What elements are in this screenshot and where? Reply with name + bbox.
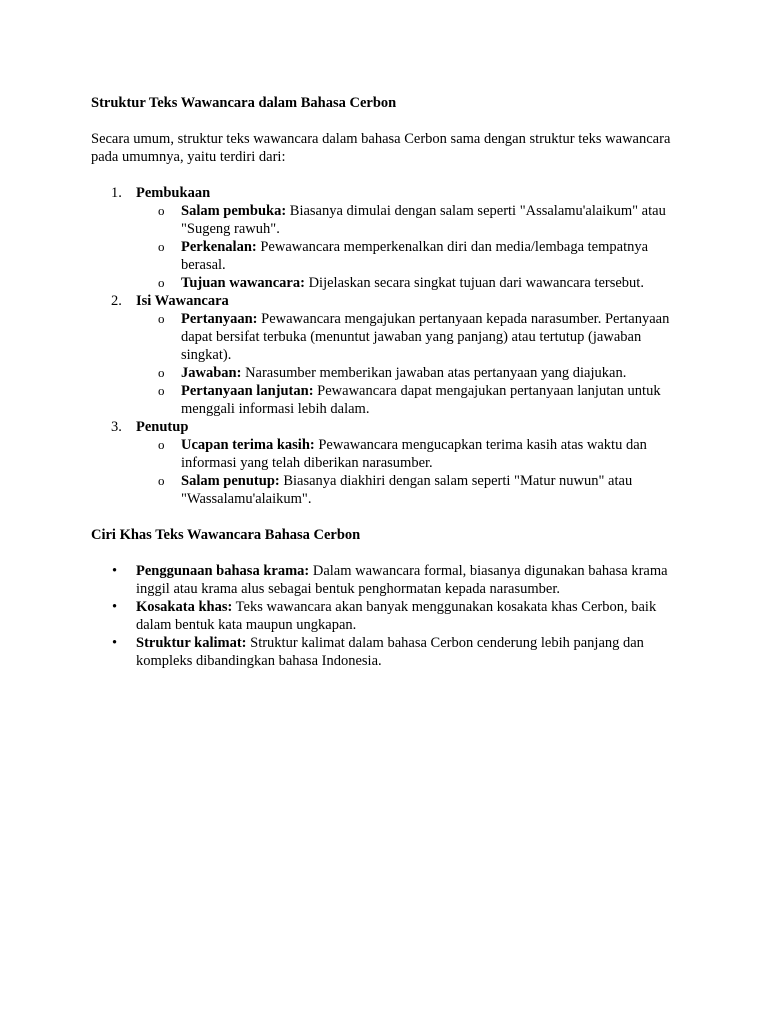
list-item: [91, 634, 691, 670]
sub-list: [136, 310, 691, 418]
circle-bullet: o: [158, 383, 165, 398]
item-text: Dalam wawancara formal, biasanya digunakan bahasa krama inggil atau krama alus sebagai bentuk penghormatan kepada narasumber.: [136, 563, 668, 597]
item-term: Struktur kalimat:: [136, 635, 247, 651]
item-term: Salam penutup:: [181, 473, 280, 489]
circle-bullet: o: [158, 437, 165, 452]
item-term: Tujuan wawancara:: [181, 275, 305, 291]
item-text: Narasumber memberikan jawaban atas pertanyaan yang diajukan.: [241, 365, 627, 381]
circle-bullet: o: [158, 311, 165, 326]
list-item: [136, 310, 691, 364]
section-heading: Isi Wawancara: [136, 293, 229, 309]
item-text: Dijelaskan secara singkat tujuan dari wawancara tersebut.: [304, 275, 644, 291]
item-term: Pertanyaan:: [181, 311, 258, 327]
list-item: [136, 472, 691, 508]
section-pembukaan: [91, 184, 691, 292]
section-heading: Penutup: [136, 419, 189, 435]
features-list: [91, 562, 691, 670]
circle-bullet: o: [158, 473, 165, 488]
list-item: [136, 238, 691, 274]
section-number: 1.: [111, 185, 122, 201]
item-text: Biasanya dimulai dengan salam seperti "Assalamu'alaikum" atau "Sugeng rawuh".: [181, 203, 666, 237]
section-isi-wawancara: [91, 292, 691, 418]
item-term: Jawaban:: [181, 365, 242, 381]
item-term: Pertanyaan lanjutan:: [181, 383, 314, 399]
item-text: Biasanya diakhiri dengan salam seperti "Matur nuwun" atau "Wassalamu'alaikum".: [181, 473, 633, 507]
item-text: Pewawancara mengajukan pertanyaan kepada narasumber. Pertanyaan dapat bersifat terbuka (menuntut jawaban yang panjang) atau tertutup (jawaban singkat).: [181, 311, 670, 363]
structure-list: [91, 184, 691, 508]
list-item: [136, 274, 691, 292]
sub-list: [136, 202, 691, 292]
item-text: Pewawancara memperkenalkan diri dan media/lembaga tempatnya berasal.: [181, 239, 649, 273]
list-item: [136, 436, 691, 472]
document-title: Struktur Teks Wawancara dalam Bahasa Cerbon: [91, 95, 397, 111]
item-text: Teks wawancara akan banyak menggunakan kosakata khas Cerbon, baik dalam bentuk kata maupun ungkapan.: [136, 599, 657, 633]
circle-bullet: o: [158, 239, 165, 254]
section-penutup: [91, 418, 691, 508]
document-content: [91, 94, 691, 670]
item-term: Salam pembuka:: [181, 203, 287, 219]
sub-list: [136, 436, 691, 508]
item-term: Kosakata khas:: [136, 599, 233, 615]
list-item: [136, 382, 691, 418]
circle-bullet: o: [158, 275, 165, 290]
circle-bullet: o: [158, 365, 165, 380]
list-item: [136, 364, 691, 382]
list-item: [91, 562, 691, 598]
item-text: Struktur kalimat dalam bahasa Cerbon cenderung lebih panjang dan kompleks dibandingkan bahasa Indonesia.: [136, 635, 644, 669]
disc-bullet: •: [112, 599, 118, 615]
features-heading: Ciri Khas Teks Wawancara Bahasa Cerbon: [91, 527, 361, 543]
list-item: [136, 202, 691, 238]
disc-bullet: •: [112, 635, 118, 651]
section-number: 2.: [111, 293, 122, 309]
item-text: Pewawancara mengucapkan terima kasih atas waktu dan informasi yang telah diberikan narasumber.: [181, 437, 647, 471]
item-term: Perkenalan:: [181, 239, 257, 255]
intro-paragraph: Secara umum, struktur teks wawancara dalam bahasa Cerbon sama dengan struktur teks wawancara pada umumnya, yaitu terdiri dari:: [91, 131, 671, 165]
section-heading: Pembukaan: [136, 185, 211, 201]
item-term: Ucapan terima kasih:: [181, 437, 315, 453]
item-term: Penggunaan bahasa krama:: [136, 563, 310, 579]
disc-bullet: •: [112, 563, 118, 579]
section-number: 3.: [111, 419, 122, 435]
list-item: [91, 598, 691, 634]
item-text: Pewawancara dapat mengajukan pertanyaan lanjutan untuk menggali informasi lebih dalam.: [181, 383, 661, 417]
circle-bullet: o: [158, 203, 165, 218]
